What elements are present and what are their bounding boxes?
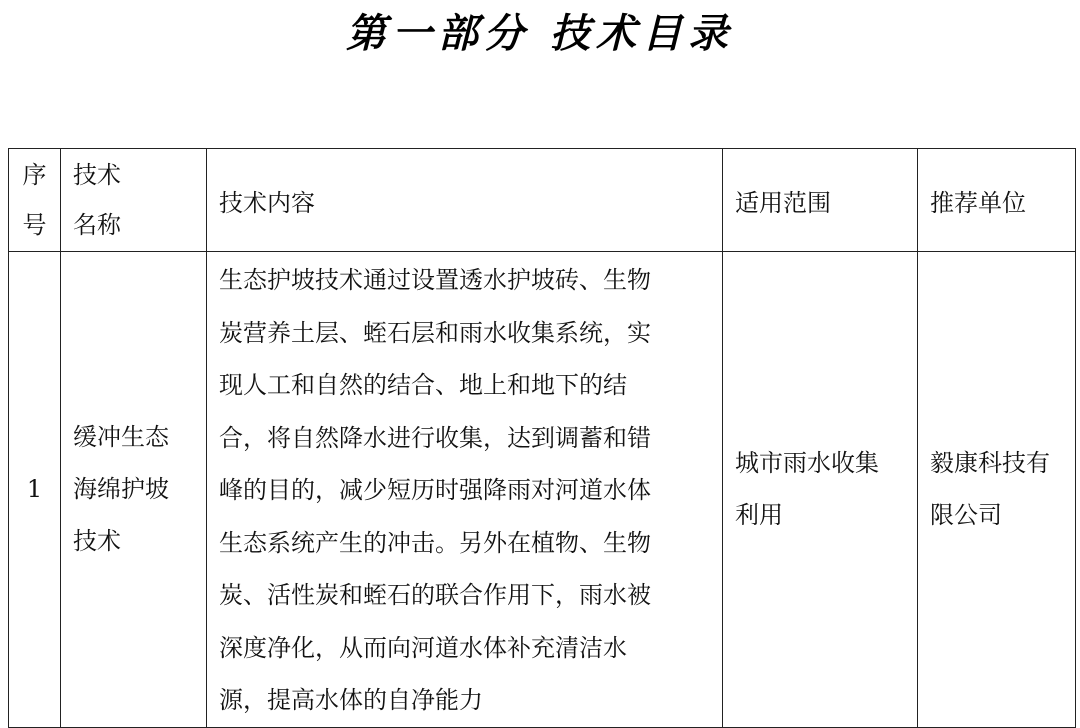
row-tech-content: [207, 252, 723, 728]
table-row: [9, 252, 1076, 728]
row-recommending-unit: [918, 252, 1076, 728]
tech-content-line: 合，将自然降水进行收集，达到调蓄和错: [219, 423, 651, 452]
header-name-line-1: 技术: [73, 161, 121, 189]
tech-content-line: 炭营养土层、蛭石层和雨水收集系统，实: [219, 318, 651, 347]
tech-name-line: 技术: [73, 527, 121, 556]
row-tech-name: [61, 252, 207, 728]
table-header-row: [9, 149, 1076, 252]
header-scope: 适用范围: [723, 149, 918, 252]
row-seq: 1: [9, 252, 61, 728]
scope-line: 城市雨水收集: [735, 449, 879, 478]
header-unit: 推荐单位: [918, 149, 1076, 252]
tech-content-line: 炭、活性炭和蛭石的联合作用下，雨水被: [219, 581, 651, 609]
unit-line: 限公司: [930, 501, 1002, 530]
row-applicable-scope: [723, 252, 918, 728]
header-name-line-2: 名称: [73, 211, 121, 239]
tech-content-line: 生态护坡技术通过设置透水护坡砖、生物: [219, 266, 651, 294]
header-content: 技术内容: [207, 149, 723, 252]
unit-line: 毅康科技有: [930, 449, 1050, 478]
header-seq-line-2: 号: [22, 211, 47, 239]
tech-content-line: 源，提高水体的自净能力: [219, 686, 483, 714]
tech-name-line: 海绵护坡: [73, 475, 169, 504]
header-name: [61, 149, 207, 252]
tech-content-line: 现人工和自然的结合、地上和地下的结: [219, 371, 627, 399]
header-seq-line-1: 序: [22, 161, 47, 189]
tech-content-line: 深度净化，从而向河道水体补充清洁水: [219, 633, 627, 662]
tech-content-line: 生态系统产生的冲击。另外在植物、生物: [219, 528, 651, 557]
tech-name-line: 缓冲生态: [73, 423, 169, 452]
technology-catalog-table: [8, 148, 1076, 728]
header-seq: [9, 149, 61, 252]
tech-content-line: 峰的目的，减少短历时强降雨对河道水体: [219, 476, 651, 504]
page-title: 第一部分 技术目录: [346, 11, 734, 57]
scope-line: 利用: [735, 501, 783, 530]
